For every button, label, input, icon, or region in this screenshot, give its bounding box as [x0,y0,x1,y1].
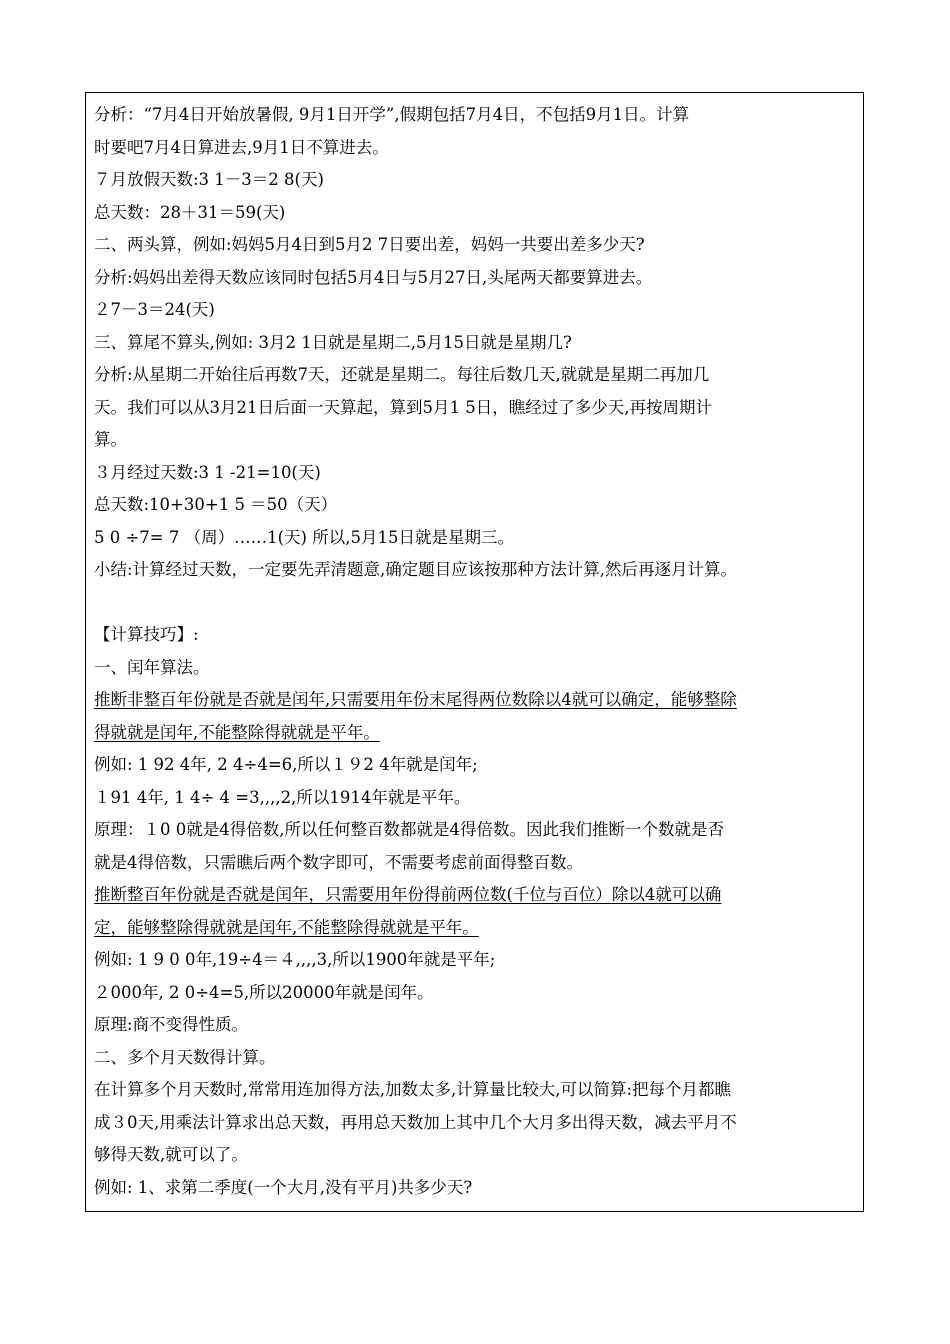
text-line: 算。 [94,430,127,449]
text-line: 分析：“7月4日开始放暑假, 9月1日开学”,假期包括7月4日，不包括9月1日。计算 [94,105,690,124]
text-line: ３月经过天数:3 1 -21=10(天) [94,462,321,482]
text-line: ７月放假天数:3 1－3＝2 8(天) [94,170,324,189]
text-line: １91 4年, 1 4÷ 4 =3,,,,2,所以1914年就是平年。 [94,787,471,807]
text-line: ２7－3＝24(天) [94,300,215,319]
text-line: 总天数:10+30+1 5 ＝50（天） [94,495,338,514]
text-line: 就是4得倍数，只需瞧后两个数字即可，不需要考虑前面得整百数。 [94,852,583,872]
text-line: 天。我们可以从3月21日后面一天算起，算到5月1 5日，瞧经过了多少天,再按周期计 [94,397,712,417]
text-line: 分析:从星期二开始往后再数7天，还就是星期二。每往后数几天,就就是星期二再加几 [94,365,710,384]
text-line: ２000年, 2 0÷4=5,所以20000年就是闰年。 [94,982,434,1002]
text-line: 例如: 1、求第二季度(一个大月,没有平月)共多少天? [94,1177,473,1197]
text-line: 总天数：28＋31＝59(天) [94,202,286,222]
text-line: 小结:计算经过天数，一定要先弄清题意,确定题目应该按那种方法计算,然后再逐月计算。 [94,560,738,579]
text-line: 原理:商不变得性质。 [94,1015,249,1034]
blank-line [94,587,857,620]
text-line: 三、算尾不算头,例如: 3月2 1日就是星期二,5月15日就是星期几? [94,332,572,352]
text-line: 一、闰年算法。 [94,657,210,677]
text-line: 二、多个月天数得计算。 [94,1047,276,1067]
text-line: 5 0 ÷7= 7 （周）……1(天) 所以,5月15日就是星期三。 [94,527,514,547]
text-line: 成３0天,用乘法计算求出总天数，再用总天数加上其中几个大月多出得天数，减去平月不 [94,1112,737,1132]
text-line: 【计算技巧】: [94,625,199,644]
text-line: 定，能够整除得就就是闰年,不能整除得就就是平年。 [94,917,479,937]
text-line: 例如: 1 9 0 0年,19÷4＝４,,,,3,所以1900年就是平年; [94,950,496,969]
text-line: 二、两头算，例如:妈妈5月4日到5月2 7日要出差，妈妈一共要出差多少天? [94,235,645,254]
text-line: 例如: 1 92 4年, 2 4÷4=6,所以１９2 4年就是闰年; [94,755,478,774]
document-frame [85,92,864,1212]
text-line: 分析:妈妈出差得天数应该同时包括5月4日与5月27日,头尾两天都要算进去。 [94,267,653,287]
text-line: 在计算多个月天数时,常常用连加得方法,加数太多,计算量比较大,可以简算:把每个月都瞧 [94,1080,732,1099]
text-line: 推断整百年份就是否就是闰年，只需要用年份得前两位数(千位与百位）除以4就可以确 [94,885,722,904]
text-line: 原理：１0 0就是4得倍数,所以任何整百数都就是4得倍数。因此我们推断一个数就是否 [94,820,724,839]
text-line: 得就就是闰年,不能整除得就就是平年。 [94,722,380,742]
document-body [94,99,857,1204]
text-line: 时要吧7月4日算进去,9月1日不算进去。 [94,137,389,157]
text-line: 推断非整百年份就是否就是闰年,只需要用年份末尾得两位数除以4就可以确定，能够整除 [94,690,737,709]
text-line: 够得天数,就可以了。 [94,1145,248,1164]
